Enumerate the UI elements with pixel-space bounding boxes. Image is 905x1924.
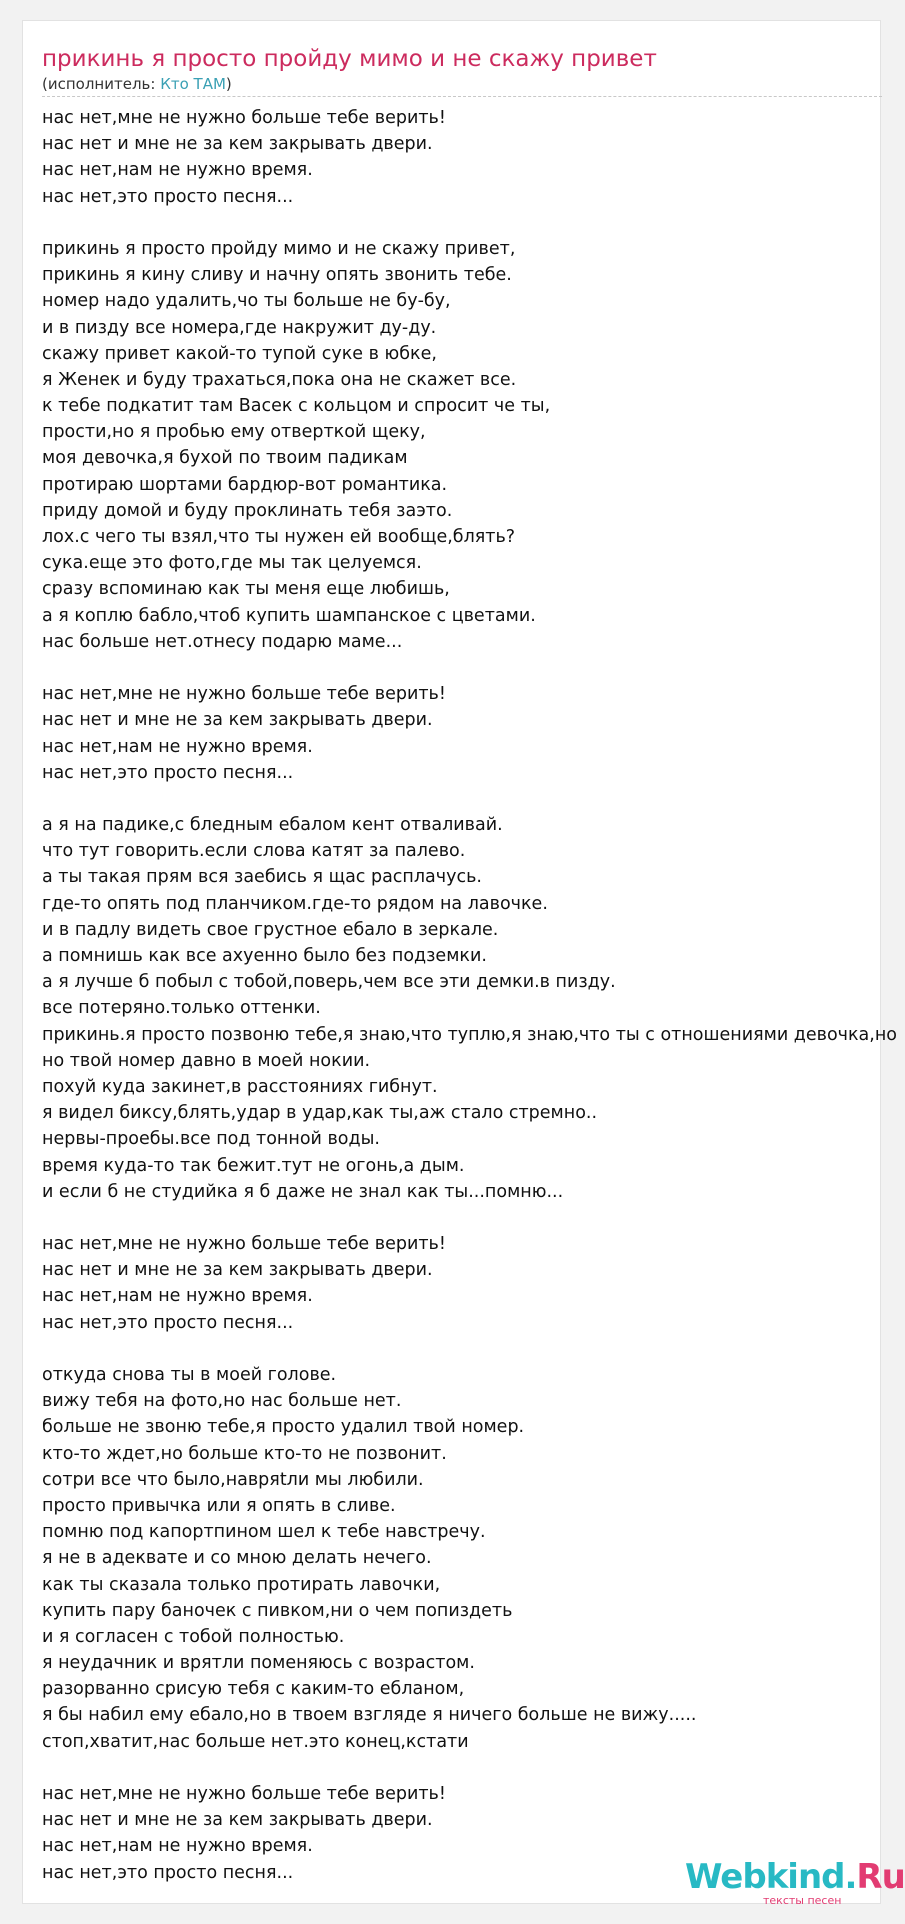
lyrics-line: нас нет,это просто песня... — [42, 762, 294, 783]
lyrics-card — [22, 20, 905, 1907]
lyrics-line: откуда снова ты в моей голове. — [42, 1365, 337, 1385]
lyrics-blank-line — [42, 655, 897, 681]
lyrics-line: и я согласен с тобой полностью. — [42, 1626, 345, 1647]
lyrics-line: стоп,хватит,нас больше нет.это конец,кстати — [42, 1731, 469, 1752]
lyrics-line: нас нет,мне не нужно больше тебе верить! — [42, 108, 446, 128]
lyrics-line: нас нет,это просто песня... — [42, 186, 294, 207]
artist-link[interactable]: Кто ТАМ — [160, 75, 226, 93]
lyrics-line: больше не звоню тебе,я просто удалил твой номер. — [42, 1417, 525, 1438]
lyrics-line: нас нет и мне не за кем закрывать двери. — [42, 1260, 433, 1281]
logo-tagline: тексты песен — [763, 1894, 842, 1907]
lyrics-line: а помнишь как все ахуенно было без подземки. — [42, 946, 487, 966]
lyrics-line: нас нет,мне не нужно больше тебе верить! — [42, 1234, 446, 1255]
lyrics-line: и если б не студийка я б даже не знал как ты...помню... — [42, 1181, 564, 1202]
lyrics-line: нас нет,мне не нужно больше тебе верить! — [42, 684, 446, 705]
lyrics-line: я не в адеквате и со мною делать нечего. — [42, 1548, 432, 1569]
lyrics-blank-line — [42, 210, 897, 236]
lyrics-blank-line — [42, 1336, 897, 1362]
lyrics-text — [42, 105, 897, 1886]
lyrics-line: нас больше нет.отнесу подарю маме... — [42, 631, 403, 652]
lyrics-line: номер надо удалить,чо ты больше не бу-бу, — [42, 291, 451, 312]
lyrics-line: похуй куда закинет,в расстояниях гибнут. — [42, 1076, 438, 1097]
lyrics-line: я Женек и буду трахаться,пока она не скажет все. — [42, 369, 517, 390]
lyrics-line: а я коплю бабло,чтоб купить шампанское с цветами. — [42, 605, 536, 626]
lyrics-line: к тебе подкатит там Васек с кольцом и спросит че ты, — [42, 396, 551, 417]
lyrics-line: нервы-проебы.все под тонной воды. — [42, 1129, 380, 1150]
lyrics-line: вижу тебя на фото,но нас больше нет. — [42, 1391, 402, 1412]
lyrics-line: все потеряно.только оттенки. — [42, 998, 321, 1019]
logo-word: Webkind — [685, 1857, 845, 1897]
lyrics-line: нас нет и мне не за кем закрывать двери. — [42, 134, 433, 155]
lyrics-line: но твой номер давно в моей нокии. — [42, 1050, 371, 1071]
lyrics-line: кто-то ждет,но больше кто-то не позвонит. — [42, 1443, 447, 1464]
lyrics-line: я неудачник и врятли поменяюсь с возрастом. — [42, 1653, 475, 1674]
lyrics-line: прикинь я просто пройду мимо и не скажу привет, — [42, 238, 516, 259]
artist-line — [42, 74, 232, 94]
lyrics-line: купить пару баночек с пивком,ни о чем попиздеть — [42, 1600, 513, 1621]
lyrics-line: прикинь я кину сливу и начну опять звонить тебе. — [42, 265, 512, 286]
lyrics-line: я бы набил ему ебало,но в твоем взгляде я ничего больше не вижу..... — [42, 1705, 697, 1726]
logo-dot: . — [844, 1857, 857, 1897]
webkind-logo[interactable] — [685, 1857, 905, 1911]
title-divider — [42, 96, 882, 97]
lyrics-line: нас нет,это просто песня... — [42, 1862, 294, 1883]
lyrics-line: разорванно срисую тебя с каким-то ебланом, — [42, 1679, 465, 1700]
lyrics-line: моя девочка,я бухой по твоим падикам — [42, 448, 408, 469]
logo-tld: Ru — [856, 1857, 905, 1897]
lyrics-line: прости,но я пробью ему отверткой щеку, — [42, 422, 426, 443]
lyrics-blank-line — [42, 1205, 897, 1231]
lyrics-line: нас нет и мне не за кем закрывать двери. — [42, 1810, 433, 1831]
lyrics-line: протираю шортами бардюр-вот романтика. — [42, 474, 448, 495]
artist-suffix: ) — [225, 75, 232, 93]
lyrics-line: нас нет,нам не нужно время. — [42, 1836, 313, 1857]
lyrics-line: лох.с чего ты взял,что ты нужен ей вообще,блять? — [42, 527, 516, 547]
lyrics-line: нас нет,нам не нужно время. — [42, 736, 313, 757]
logo-wordmark — [685, 1857, 905, 1897]
lyrics-line: я видел биксу,блять,удар в удар,как ты,аж стало стремно.. — [42, 1103, 598, 1124]
lyrics-blank-line — [42, 786, 897, 812]
lyrics-line: что тут говорить.если слова катят за палево. — [42, 841, 466, 862]
lyrics-line: время куда-то так бежит.тут не огонь,а дым. — [42, 1155, 465, 1176]
artist-prefix: (исполнитель: — [42, 75, 161, 93]
lyrics-line: нас нет,мне не нужно больше тебе верить! — [42, 1784, 446, 1804]
lyrics-line: сука.еще это фото,где мы так целуемся. — [42, 553, 422, 574]
lyrics-line: а я лучше б побыл с тобой,поверь,чем все эти демки.в пизду. — [42, 972, 616, 993]
lyrics-line: и в падлу видеть свое грустное ебало в зеркале. — [42, 919, 499, 940]
lyrics-line: нас нет и мне не за кем закрывать двери. — [42, 710, 433, 731]
lyrics-line: сразу вспоминаю как ты меня еще любишь, — [42, 579, 450, 600]
lyrics-line: где-то опять под планчиком.где-то рядом на лавочке. — [42, 893, 548, 914]
lyrics-line: как ты сказала только протирать лавочки, — [42, 1574, 441, 1595]
lyrics-line: приду домой и буду проклинать тебя заэто. — [42, 500, 453, 521]
lyrics-line: а ты такая прям вся заебись я щас расплачусь. — [42, 867, 482, 888]
lyrics-line: а я на падике,с бледным ебалом кент отваливай. — [42, 815, 503, 836]
lyrics-line: скажу привет какой-то тупой суке в юбке, — [42, 343, 437, 364]
lyrics-line: помню под капортпином шел к тебе навстречу. — [42, 1522, 486, 1543]
lyrics-line: нас нет,нам не нужно время. — [42, 1286, 313, 1307]
lyrics-line: сотри все что было,навряtли мы любили. — [42, 1469, 424, 1490]
lyrics-blank-line — [42, 1755, 897, 1781]
lyrics-line: нас нет,это просто песня... — [42, 1312, 294, 1333]
page-title: прикинь я просто пройду мимо и не скажу привет — [42, 46, 657, 72]
lyrics-line: нас нет,нам не нужно время. — [42, 160, 313, 181]
lyrics-line: и в пизду все номера,где накружит ду-ду. — [42, 317, 437, 338]
lyrics-line: просто привычка или я опять в сливе. — [42, 1495, 396, 1516]
lyrics-line: прикинь.я просто позвоню тебе,я знаю,что туплю,я знаю,что ты с отношениями девочка,но — [42, 1024, 897, 1045]
